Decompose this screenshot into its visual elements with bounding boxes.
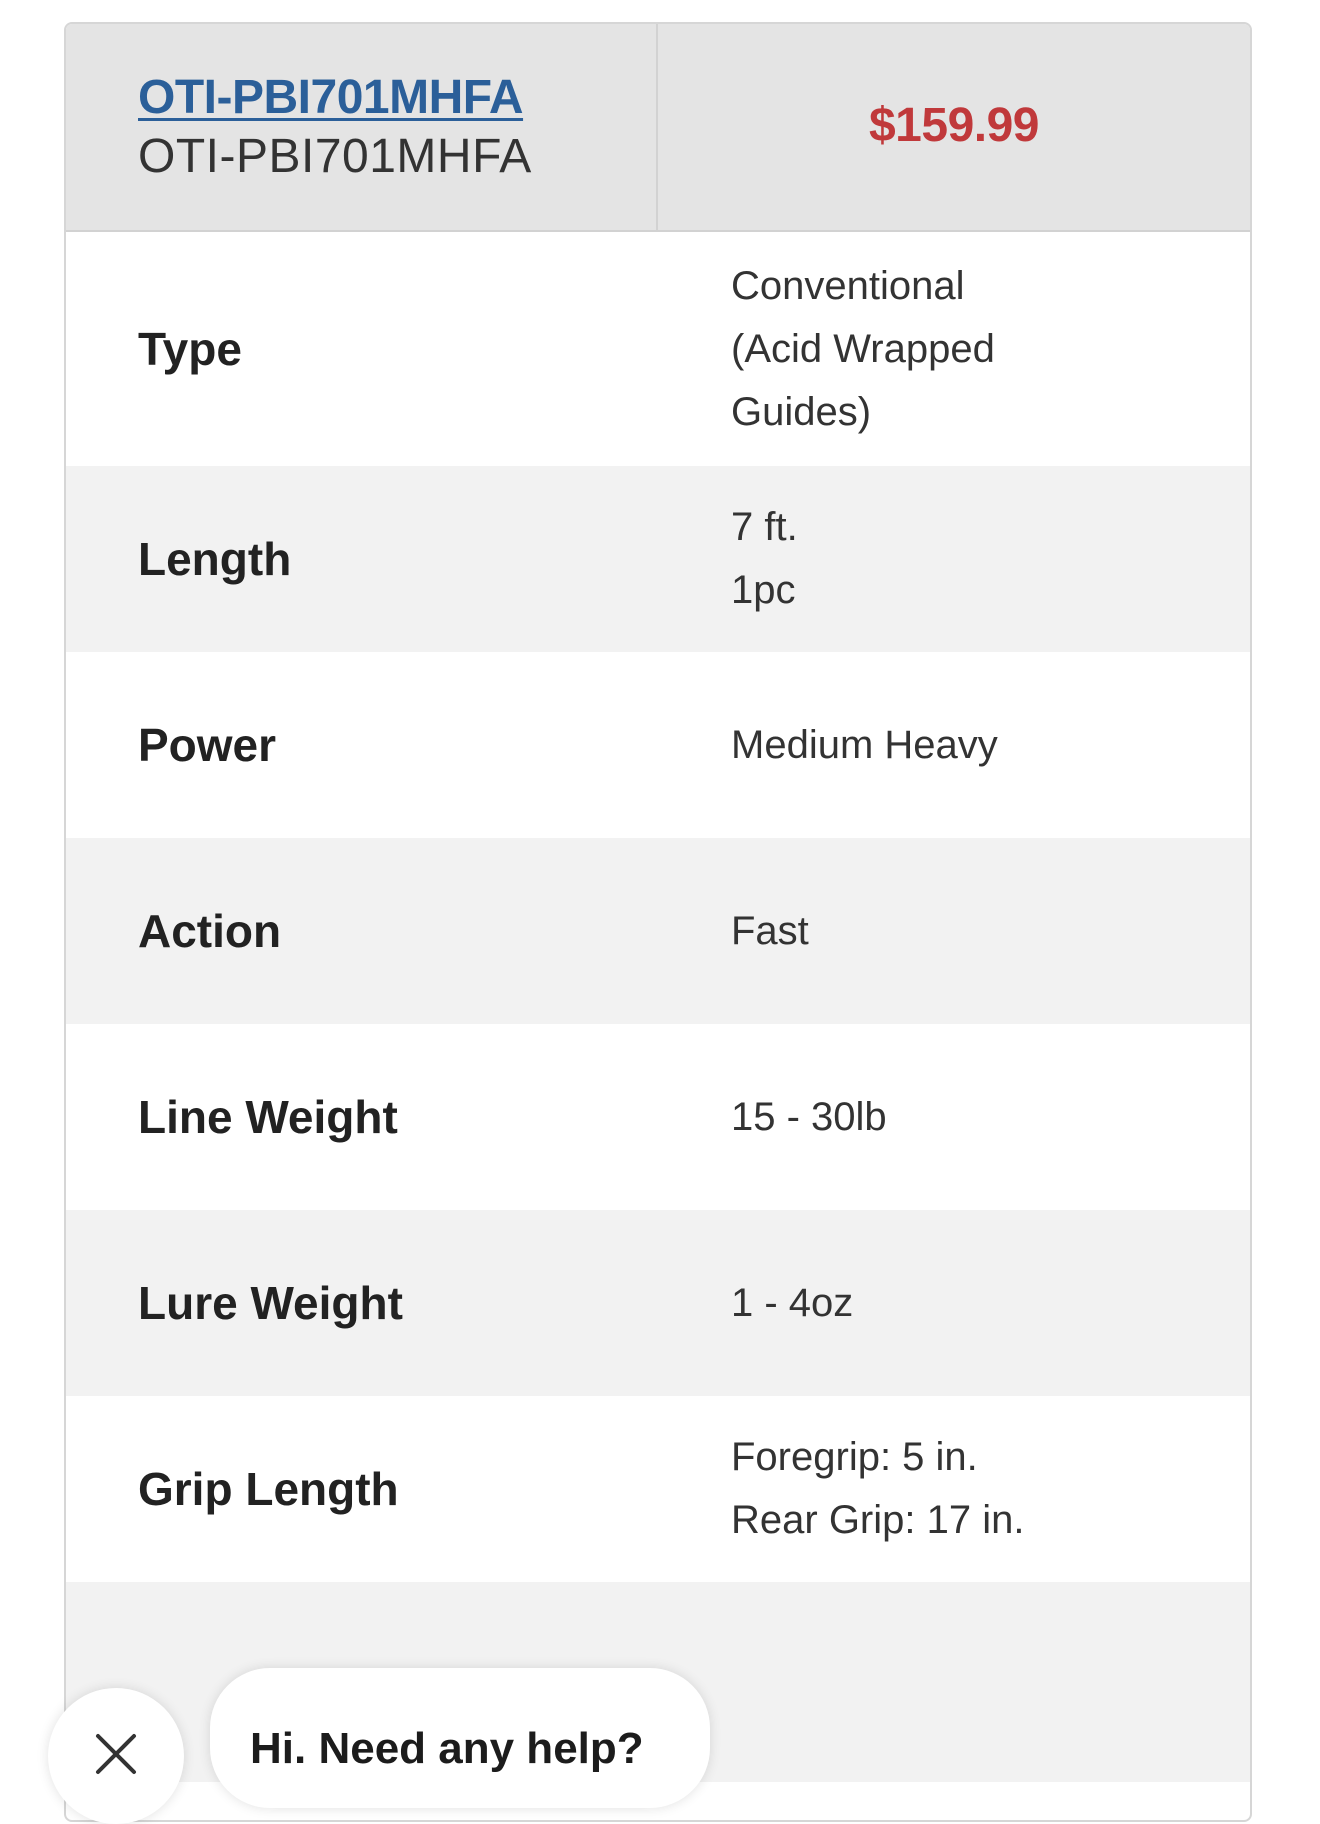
- spec-row-lure-weight: [66, 1210, 1250, 1396]
- spec-row-line-weight: [66, 1024, 1250, 1210]
- spec-value: [658, 1426, 1250, 1552]
- price-cell: [658, 24, 1250, 230]
- spec-value: [658, 900, 1250, 963]
- chat-greeting-text: Hi. Need any help?: [250, 1724, 644, 1773]
- spec-value-line: 15 - 30lb: [731, 1094, 887, 1139]
- spec-label: Lure Weight: [138, 1277, 403, 1329]
- price: $159.99: [868, 98, 1039, 152]
- spec-label: Type: [138, 323, 242, 375]
- sku-link[interactable]: OTI-PBI701MHFA: [138, 71, 524, 124]
- table-header-row: [66, 24, 1250, 232]
- spec-value: [658, 1086, 1250, 1149]
- chat-greeting-bubble[interactable]: [210, 1668, 710, 1808]
- spec-label: Line Weight: [138, 1091, 398, 1143]
- spec-row-grip-length: [66, 1396, 1250, 1582]
- close-icon: [94, 1732, 138, 1776]
- spec-value-line: Fast: [731, 908, 809, 953]
- spec-value-line: Guides): [731, 389, 872, 434]
- spec-value-line: 1pc: [731, 568, 796, 612]
- spec-row-power: [66, 652, 1250, 838]
- sku-text: OTI-PBI701MHFA: [138, 130, 532, 183]
- spec-row-type: [66, 232, 1250, 466]
- spec-row-action: [66, 838, 1250, 1024]
- spec-row-length: [66, 466, 1250, 652]
- spec-label: Grip Length: [138, 1463, 399, 1515]
- product-spec-table: [64, 22, 1252, 1822]
- spec-value-line: 1 - 4oz: [731, 1280, 854, 1325]
- chat-close-button[interactable]: [48, 1688, 184, 1824]
- spec-value-line: 7 ft.: [731, 505, 798, 549]
- spec-label: Length: [138, 533, 292, 585]
- spec-value-line: Medium Heavy: [731, 722, 998, 767]
- spec-value-line: Foregrip: 5 in.: [731, 1435, 978, 1479]
- spec-label: Power: [138, 719, 277, 771]
- spec-value-line: Rear Grip: 17 in.: [731, 1498, 1025, 1542]
- sku-cell: [66, 24, 658, 230]
- spec-label: Action: [138, 905, 282, 957]
- spec-value: [658, 496, 1250, 622]
- spec-value: [658, 714, 1250, 777]
- spec-value-line: (Acid Wrapped: [731, 326, 995, 371]
- spec-value: [658, 1272, 1250, 1335]
- spec-value-line: Conventional: [731, 263, 965, 308]
- spec-value: [658, 255, 1250, 444]
